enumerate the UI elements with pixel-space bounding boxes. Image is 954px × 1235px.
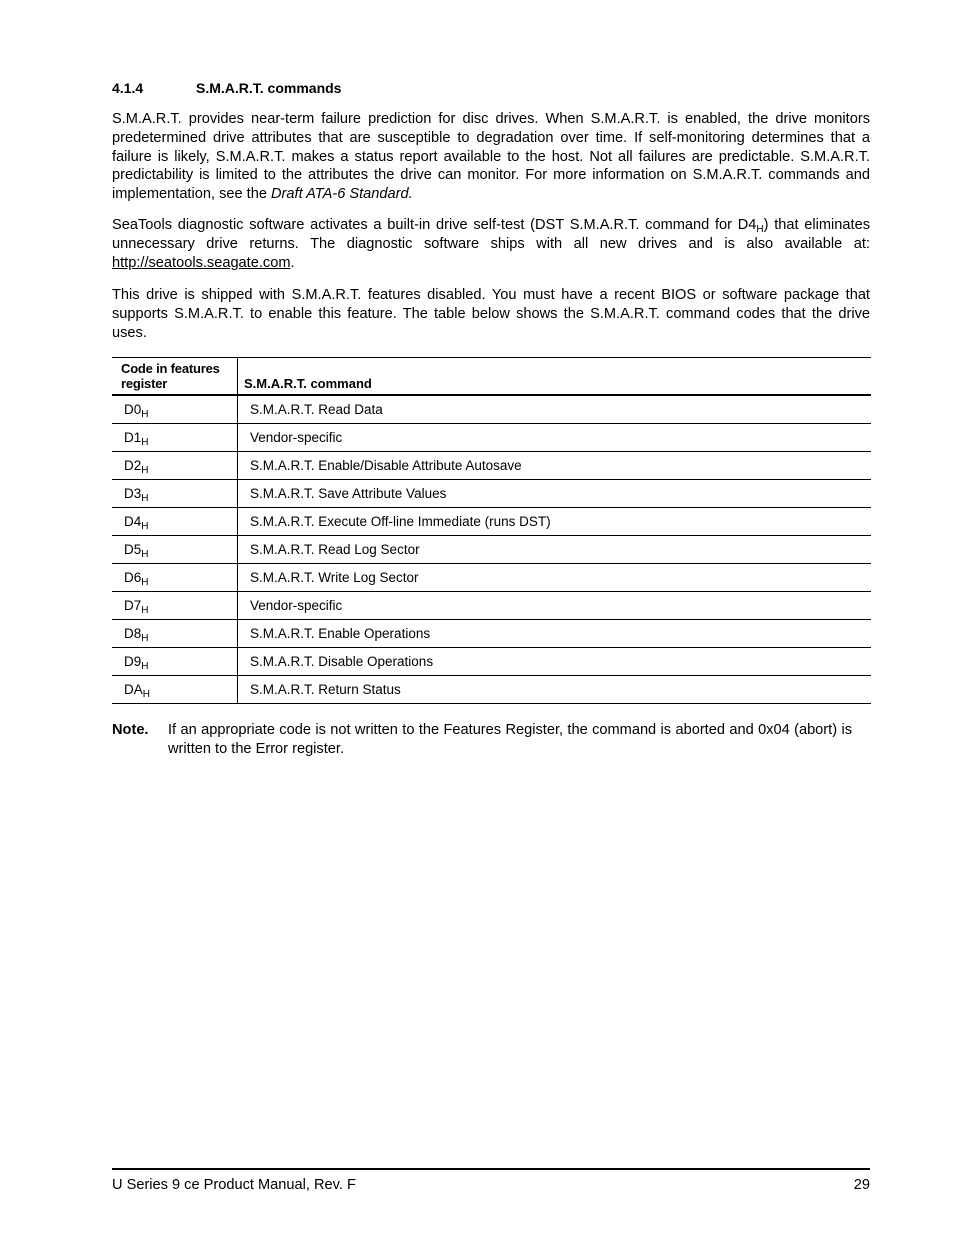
note-label: Note. xyxy=(112,722,149,738)
table-row xyxy=(112,648,871,676)
command-cell: Vendor-specific xyxy=(238,592,872,620)
paragraph-seatools-text-1: SeaTools diagnostic software activates a built-in drive self-test (DST S.M.A.R.T. command for D4 xyxy=(112,217,757,233)
table-body xyxy=(112,395,871,704)
hex-subscript: H xyxy=(141,661,149,672)
command-cell: S.M.A.R.T. Read Data xyxy=(238,395,872,424)
command-cell: S.M.A.R.T. Enable/Disable Attribute Autosave xyxy=(238,452,872,480)
code-cell xyxy=(112,536,238,564)
note-text: If an appropriate code is not written to the Features Register, the command is aborted and 0x04 (abort) is written to the Error register. xyxy=(168,722,852,757)
seatools-link[interactable]: http://seatools.seagate.com xyxy=(112,254,291,271)
code-value: D3 xyxy=(124,486,142,501)
table-row xyxy=(112,480,871,508)
code-cell xyxy=(112,564,238,592)
table-row xyxy=(112,452,871,480)
command-cell: S.M.A.R.T. Write Log Sector xyxy=(238,564,872,592)
code-value: D4 xyxy=(124,514,142,529)
smart-command-table xyxy=(112,357,871,704)
column-header-code-line2: register xyxy=(121,376,168,391)
section-title: S.M.A.R.T. commands xyxy=(196,80,342,96)
command-cell: S.M.A.R.T. Save Attribute Values xyxy=(238,480,872,508)
code-value: D5 xyxy=(124,542,142,557)
code-value: D2 xyxy=(124,458,142,473)
paragraph-seatools-end: . xyxy=(290,254,295,271)
paragraph-seatools xyxy=(112,216,870,272)
code-value: DA xyxy=(124,682,143,697)
hex-subscript: H xyxy=(141,577,149,588)
table-row xyxy=(112,592,871,620)
table-row xyxy=(112,508,871,536)
standard-reference: Draft ATA-6 Standard. xyxy=(271,186,413,203)
table-row xyxy=(112,395,871,424)
code-value: D0 xyxy=(124,402,142,417)
footer-page-number: 29 xyxy=(853,1177,870,1193)
command-cell: S.M.A.R.T. Return Status xyxy=(238,676,872,704)
hex-subscript: H xyxy=(141,493,149,504)
hex-subscript: H xyxy=(141,521,149,532)
table-header-row xyxy=(112,358,871,396)
column-header-code-line1: Code in features xyxy=(121,361,220,376)
section-heading xyxy=(112,80,341,96)
code-value: D6 xyxy=(124,570,142,585)
footer-document-title: U Series 9 ce Product Manual, Rev. F xyxy=(112,1177,356,1193)
command-cell: S.M.A.R.T. Read Log Sector xyxy=(238,536,872,564)
code-cell xyxy=(112,676,238,704)
command-cell: S.M.A.R.T. Enable Operations xyxy=(238,620,872,648)
table-row xyxy=(112,536,871,564)
hex-subscript: H xyxy=(141,633,149,644)
command-cell: Vendor-specific xyxy=(238,424,872,452)
code-cell xyxy=(112,648,238,676)
hex-subscript: H xyxy=(141,605,149,616)
command-cell: S.M.A.R.T. Execute Off-line Immediate (runs DST) xyxy=(238,508,872,536)
footer-divider xyxy=(112,1168,870,1170)
note xyxy=(112,721,852,759)
table-row xyxy=(112,564,871,592)
paragraph-seatools-text-2: ) that eliminates unnecessary drive returns. The diagnostic software ships with all new drives and is also available at: xyxy=(112,217,870,252)
code-cell xyxy=(112,452,238,480)
table-row xyxy=(112,424,871,452)
hex-subscript: H xyxy=(141,549,149,560)
section-number: 4.1.4 xyxy=(112,80,144,96)
code-cell xyxy=(112,395,238,424)
code-cell xyxy=(112,592,238,620)
code-value: D1 xyxy=(124,430,142,445)
table-row xyxy=(112,620,871,648)
code-value: D8 xyxy=(124,626,142,641)
code-cell xyxy=(112,480,238,508)
hex-subscript: H xyxy=(142,689,150,700)
code-cell xyxy=(112,424,238,452)
code-value: D9 xyxy=(124,654,142,669)
table-row xyxy=(112,676,871,704)
hex-subscript: H xyxy=(141,409,149,420)
code-cell xyxy=(112,620,238,648)
paragraph-smart-intro-text: S.M.A.R.T. provides near-term failure prediction for disc drives. When S.M.A.R.T. is enabled, the drive monitors predetermined drive attributes that are susceptible to degradation over time. If self-monitoring determines that a failure is likely, S.M.A.R.T. makes a status report available to the host. Not all failures are predictable. S.M.A.R.T. predictability is limited to the attributes the drive can monitor. For more information on S.M.A.R.T. commands and implementation, see the xyxy=(112,111,870,203)
code-cell xyxy=(112,508,238,536)
paragraph-features-disabled: This drive is shipped with S.M.A.R.T. features disabled. You must have a recent BIOS or software package that supports S.M.A.R.T. to enable this feature. The table below shows the S.M.A.R.T. command codes that the drive uses. xyxy=(112,287,870,341)
column-header-code xyxy=(112,358,238,396)
hex-subscript: H xyxy=(756,224,764,235)
command-cell: S.M.A.R.T. Disable Operations xyxy=(238,648,872,676)
code-value: D7 xyxy=(124,598,142,613)
hex-subscript: H xyxy=(141,465,149,476)
hex-subscript: H xyxy=(141,437,149,448)
column-header-command: S.M.A.R.T. command xyxy=(238,358,872,396)
paragraph-smart-intro xyxy=(112,110,870,204)
